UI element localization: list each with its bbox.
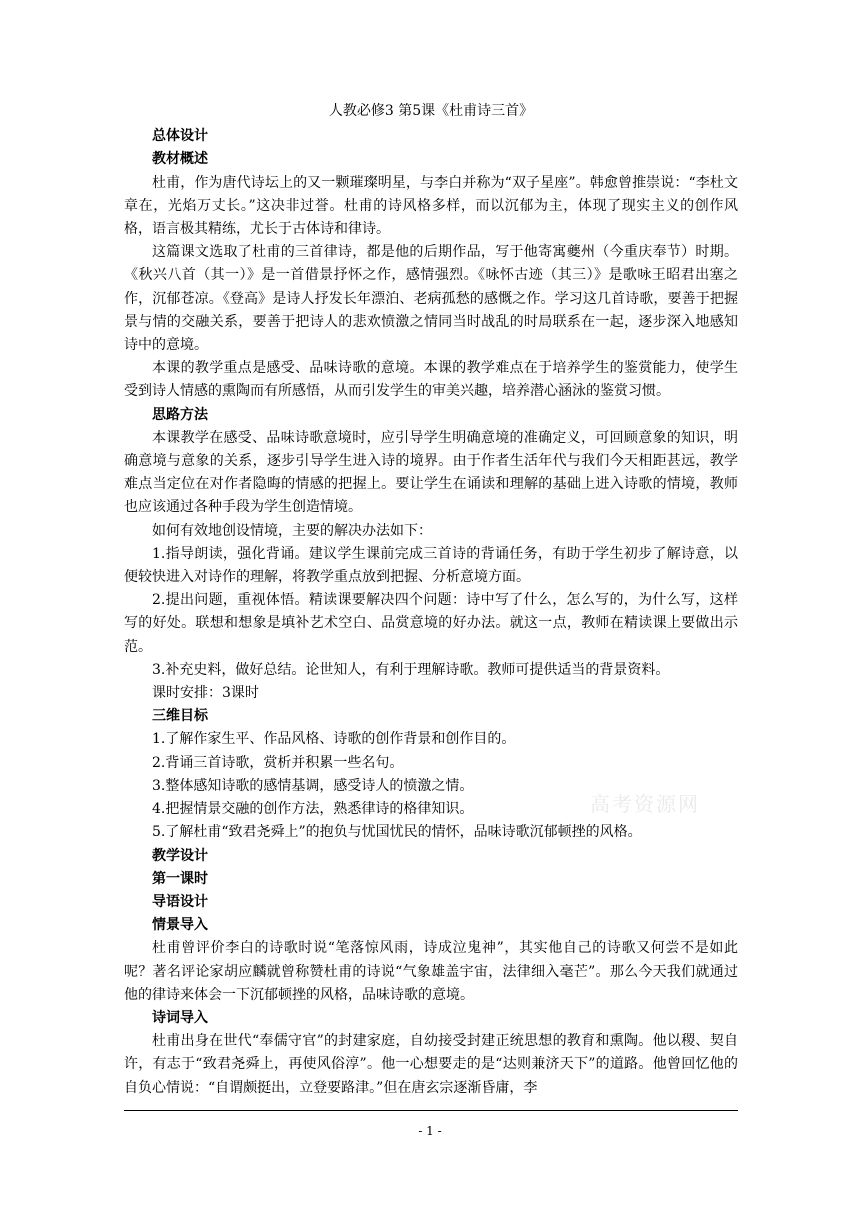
heading-overall-design: 总体设计 (152, 128, 208, 145)
document-body (124, 100, 738, 1100)
goal-item: 2.背诵三首诗歌，赏析并积累一些名句。 (152, 754, 404, 771)
heading-scene-intro: 情景导入 (152, 917, 208, 934)
page-title: 人教必修3 第5课《杜甫诗三首》 (328, 103, 534, 119)
method-item: 2.提出问题，重视体悟。精读课要解决四个问题：诗中写了什么，怎么写的，为什么写，这样写的好处。联想和想象是填补艺术空白、品赏意境的好办法。就这一点，教师在精读课上要做出示范。 (124, 592, 738, 655)
heading-poem-intro: 诗词导入 (152, 1009, 208, 1026)
goal-item: 4.把握情景交融的创作方法，熟悉律诗的格律知识。 (152, 801, 474, 818)
heading-lesson-1: 第一课时 (152, 870, 208, 887)
heading-lead-design: 导语设计 (152, 893, 208, 910)
heading-material-overview: 教材概述 (152, 151, 208, 168)
schedule-text: 课时安排：3课时 (152, 685, 259, 702)
paragraph: 这篇课文选取了杜甫的三首律诗，都是他的后期作品，写于他寄寓夔州（今重庆奉节）时期。《秋兴八首（其一）》是一首借景抒怀之作，感情强烈。《咏怀古迹（其三）》是歌咏王昭君出塞之作，沉郁苍凉。《登高》是诗人抒发长年漂泊、老病孤愁的感慨之作。学习这几首诗歌，要善于把握景与情的交融关系，要善于把诗人的悲欢愤激之情同当时战乱的时局联系在一起，逐步深入地感知诗中的意境。 (124, 244, 738, 354)
goal-item: 5.了解杜甫“致君尧舜上”的抱负与忧国忧民的情怀，品味诗歌沉郁顿挫的风格。 (152, 824, 642, 841)
paragraph: 杜甫曾评价李白的诗歌时说“笔落惊风雨，诗成泣鬼神”，其实他自己的诗歌又何尝不是如此呢？著名评论家胡应麟就曾称赞杜甫的诗说“气象雄盖宇宙，法律细入毫芒”。那么今天我们就通过他的律诗来体会一下沉郁顿挫的风格，品味诗歌的意境。 (124, 940, 738, 1003)
goal-item: 3.整体感知诗歌的感情基调，感受诗人的愤激之情。 (152, 777, 474, 794)
heading-teaching-design: 教学设计 (152, 847, 208, 864)
paragraph: 本课的教学重点是感受、品味诗歌的意境。本课的教学难点在于培养学生的鉴赏能力，使学生受到诗人情感的熏陶而有所感悟，从而引发学生的审美兴趣，培养潜心涵泳的鉴赏习惯。 (124, 360, 738, 400)
footer-divider (124, 1110, 738, 1111)
heading-method: 思路方法 (152, 406, 208, 423)
watermark-logo: 高考资源网 (590, 792, 700, 816)
method-item: 3.补充史料，做好总结。论世知人，有利于理解诗歌。教师可提供适当的背景资料。 (152, 661, 670, 678)
paragraph: 如何有效地创设情境，主要的解决办法如下： (152, 522, 432, 539)
paragraph: 杜甫，作为唐代诗坛上的又一颗璀璨明星，与李白并称为“双子星座”。韩愈曾推崇说：“李杜文章在，光焰万丈长。”这决非过誉。杜甫的诗风格多样，而以沉郁为主，体现了现实主义的创作风格，语言极其精练，尤长于古体诗和律诗。 (124, 174, 738, 238)
paragraph: 本课教学在感受、品味诗歌意境时，应引导学生明确意境的准确定义，可回顾意象的知识，明确意境与意象的关系，逐步引导学生进入诗的境界。由于作者生活年代与我们今天相距甚远，教学难点当定位在对作者隐晦的情感的把握上。要让学生在诵读和理解的基础上进入诗歌的情境，教师也应该通过各种手段为学生创造情境。 (124, 429, 738, 516)
goal-item: 1.了解作家生平、作品风格、诗歌的创作背景和创作目的。 (152, 731, 516, 748)
heading-goals: 三维目标 (152, 708, 208, 725)
method-item: 1.指导朗读，强化背诵。建议学生课前完成三首诗的背诵任务，有助于学生初步了解诗意，以便较快进入对诗作的理解，将教学重点放到把握、分析意境方面。 (124, 545, 738, 586)
paragraph: 杜甫出身在世代“奉儒守官”的封建家庭，自幼接受封建正统思想的教育和熏陶。他以稷、契自许，有志于“致君尧舜上，再使风俗淳”。他一心想要走的是“达则兼济天下”的道路。他曾回忆他的自负心情说：“自谓颇挺出，立登要路津。”但在唐玄宗逐渐昏庸，李 (124, 1033, 738, 1096)
page-number: - 1 - (418, 1124, 442, 1138)
